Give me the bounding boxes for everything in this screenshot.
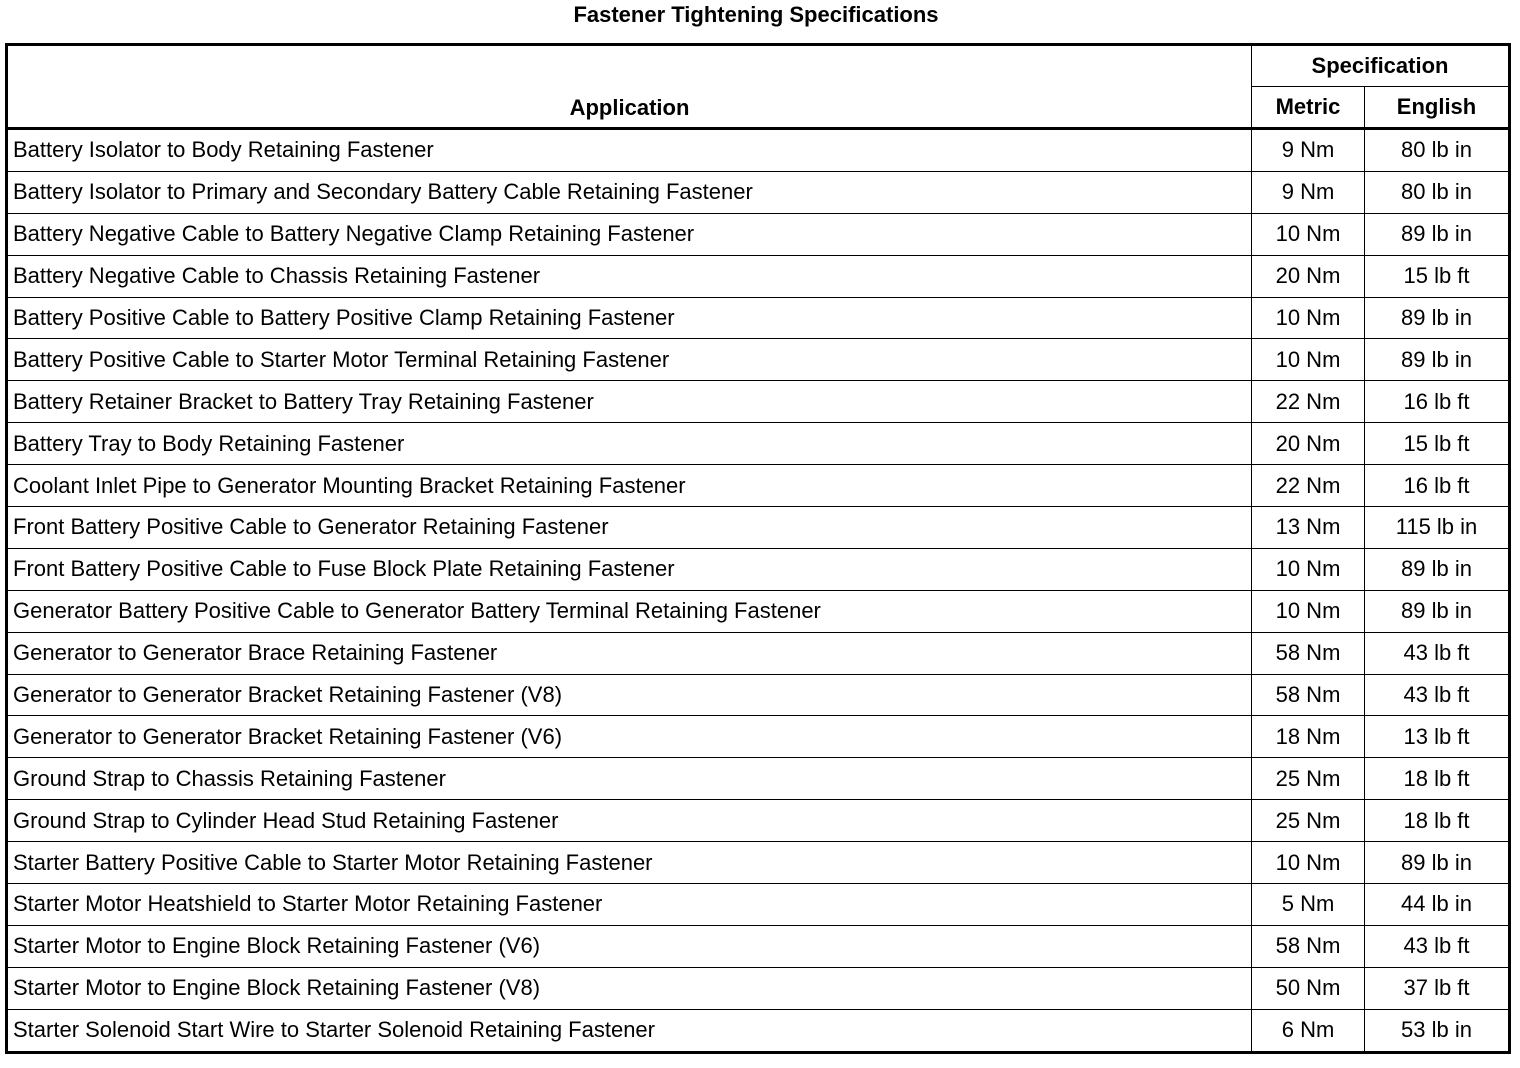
english-value-cell: 44 lb in	[1365, 884, 1510, 926]
metric-value-cell: 13 Nm	[1252, 507, 1365, 549]
metric-value-cell: 25 Nm	[1252, 758, 1365, 800]
application-cell: Generator to Generator Bracket Retaining Fastener (V8)	[7, 674, 1252, 716]
table-row	[7, 171, 1510, 213]
application-cell: Coolant Inlet Pipe to Generator Mounting Bracket Retaining Fastener	[7, 465, 1252, 507]
metric-value-cell: 50 Nm	[1252, 967, 1365, 1009]
fastener-spec-table	[5, 43, 1511, 1054]
english-value-cell: 18 lb ft	[1365, 800, 1510, 842]
metric-value-cell: 58 Nm	[1252, 925, 1365, 967]
english-value-cell: 37 lb ft	[1365, 967, 1510, 1009]
metric-value-cell: 22 Nm	[1252, 465, 1365, 507]
application-cell: Front Battery Positive Cable to Generator Retaining Fastener	[7, 507, 1252, 549]
table-row	[7, 255, 1510, 297]
english-value-cell: 15 lb ft	[1365, 255, 1510, 297]
metric-value-cell: 10 Nm	[1252, 548, 1365, 590]
specification-column-group-header: Specification	[1252, 45, 1510, 87]
metric-value-cell: 10 Nm	[1252, 842, 1365, 884]
table-row	[7, 800, 1510, 842]
english-value-cell: 53 lb in	[1365, 1009, 1510, 1052]
metric-value-cell: 9 Nm	[1252, 129, 1365, 172]
english-value-cell: 16 lb ft	[1365, 381, 1510, 423]
english-value-cell: 43 lb ft	[1365, 925, 1510, 967]
application-cell: Battery Retainer Bracket to Battery Tray Retaining Fastener	[7, 381, 1252, 423]
application-cell: Front Battery Positive Cable to Fuse Block Plate Retaining Fastener	[7, 548, 1252, 590]
application-cell: Generator Battery Positive Cable to Generator Battery Terminal Retaining Fastener	[7, 590, 1252, 632]
application-cell: Generator to Generator Brace Retaining Fastener	[7, 632, 1252, 674]
table-row	[7, 925, 1510, 967]
table-row	[7, 632, 1510, 674]
application-cell: Generator to Generator Bracket Retaining Fastener (V6)	[7, 716, 1252, 758]
english-value-cell: 89 lb in	[1365, 842, 1510, 884]
metric-value-cell: 22 Nm	[1252, 381, 1365, 423]
metric-value-cell: 58 Nm	[1252, 632, 1365, 674]
english-value-cell: 13 lb ft	[1365, 716, 1510, 758]
page-title: Fastener Tightening Specifications	[573, 2, 939, 27]
english-value-cell: 89 lb in	[1365, 213, 1510, 255]
application-cell: Ground Strap to Chassis Retaining Fastener	[7, 758, 1252, 800]
english-value-cell: 80 lb in	[1365, 171, 1510, 213]
metric-value-cell: 10 Nm	[1252, 297, 1365, 339]
application-cell: Battery Negative Cable to Chassis Retaining Fastener	[7, 255, 1252, 297]
application-column-header: Application	[7, 45, 1252, 129]
table-header	[7, 45, 1510, 129]
table-row	[7, 1009, 1510, 1052]
metric-value-cell: 10 Nm	[1252, 213, 1365, 255]
table-row	[7, 129, 1510, 172]
table-row	[7, 297, 1510, 339]
application-cell: Starter Motor Heatshield to Starter Motor Retaining Fastener	[7, 884, 1252, 926]
english-value-cell: 80 lb in	[1365, 129, 1510, 172]
table-row	[7, 758, 1510, 800]
table-row	[7, 884, 1510, 926]
application-cell: Starter Solenoid Start Wire to Starter Solenoid Retaining Fastener	[7, 1009, 1252, 1052]
table-row	[7, 507, 1510, 549]
table-row	[7, 842, 1510, 884]
metric-value-cell: 18 Nm	[1252, 716, 1365, 758]
english-value-cell: 89 lb in	[1365, 297, 1510, 339]
metric-value-cell: 6 Nm	[1252, 1009, 1365, 1052]
application-cell: Battery Negative Cable to Battery Negative Clamp Retaining Fastener	[7, 213, 1252, 255]
application-cell: Battery Positive Cable to Battery Positive Clamp Retaining Fastener	[7, 297, 1252, 339]
table-row	[7, 381, 1510, 423]
metric-value-cell: 5 Nm	[1252, 884, 1365, 926]
metric-value-cell: 20 Nm	[1252, 423, 1365, 465]
application-cell: Battery Isolator to Body Retaining Fastener	[7, 129, 1252, 172]
table-row	[7, 213, 1510, 255]
metric-value-cell: 58 Nm	[1252, 674, 1365, 716]
metric-value-cell: 10 Nm	[1252, 339, 1365, 381]
application-cell: Starter Motor to Engine Block Retaining Fastener (V8)	[7, 967, 1252, 1009]
application-cell: Battery Positive Cable to Starter Motor Terminal Retaining Fastener	[7, 339, 1252, 381]
table-row	[7, 423, 1510, 465]
table-row	[7, 967, 1510, 1009]
english-value-cell: 89 lb in	[1365, 548, 1510, 590]
english-value-cell: 43 lb ft	[1365, 674, 1510, 716]
english-column-header: English	[1365, 87, 1510, 129]
english-value-cell: 16 lb ft	[1365, 465, 1510, 507]
metric-column-header: Metric	[1252, 87, 1365, 129]
metric-value-cell: 9 Nm	[1252, 171, 1365, 213]
english-value-cell: 89 lb in	[1365, 339, 1510, 381]
table-row	[7, 716, 1510, 758]
application-cell: Ground Strap to Cylinder Head Stud Retaining Fastener	[7, 800, 1252, 842]
application-cell: Starter Battery Positive Cable to Starter Motor Retaining Fastener	[7, 842, 1252, 884]
english-value-cell: 43 lb ft	[1365, 632, 1510, 674]
english-value-cell: 15 lb ft	[1365, 423, 1510, 465]
metric-value-cell: 20 Nm	[1252, 255, 1365, 297]
english-value-cell: 89 lb in	[1365, 590, 1510, 632]
english-value-cell: 115 lb in	[1365, 507, 1510, 549]
table-row	[7, 465, 1510, 507]
table-body	[7, 129, 1510, 1053]
application-cell: Battery Isolator to Primary and Secondary Battery Cable Retaining Fastener	[7, 171, 1252, 213]
metric-value-cell: 25 Nm	[1252, 800, 1365, 842]
table-row	[7, 548, 1510, 590]
application-cell: Starter Motor to Engine Block Retaining Fastener (V6)	[7, 925, 1252, 967]
metric-value-cell: 10 Nm	[1252, 590, 1365, 632]
table-row	[7, 590, 1510, 632]
application-cell: Battery Tray to Body Retaining Fastener	[7, 423, 1252, 465]
table-row	[7, 339, 1510, 381]
english-value-cell: 18 lb ft	[1365, 758, 1510, 800]
table-row	[7, 674, 1510, 716]
